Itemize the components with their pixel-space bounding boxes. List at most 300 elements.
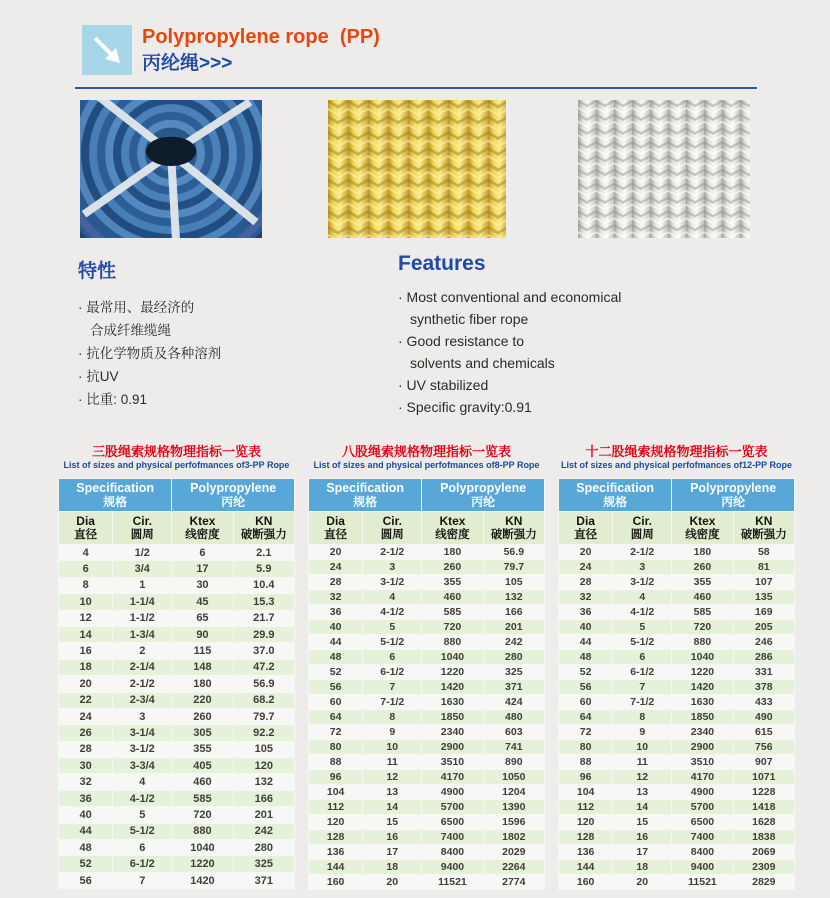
table-cell: 880 bbox=[672, 635, 733, 650]
table-cell: 7-1/2 bbox=[363, 695, 422, 710]
table-row bbox=[309, 665, 545, 680]
table-cell: 1596 bbox=[483, 815, 544, 830]
table-cell: 79.7 bbox=[233, 708, 294, 724]
table-cell: 1228 bbox=[733, 785, 794, 800]
table-cell: 460 bbox=[672, 590, 733, 605]
table-cell: 1 bbox=[113, 577, 172, 593]
column-header-cell: Ktex 线密度 bbox=[422, 512, 483, 545]
table-cell: 90 bbox=[172, 626, 233, 642]
table-cell: 5.9 bbox=[233, 561, 294, 577]
table-cell: 3 bbox=[613, 560, 672, 575]
column-header-cell: Ktex 线密度 bbox=[172, 512, 233, 545]
table-cell: 14 bbox=[613, 800, 672, 815]
table-row bbox=[309, 770, 545, 785]
table-cell: 5700 bbox=[672, 800, 733, 815]
table-cell: 1071 bbox=[733, 770, 794, 785]
table-cell: 325 bbox=[483, 665, 544, 680]
group-header-row bbox=[309, 479, 545, 512]
table-cell: 3-1/4 bbox=[113, 725, 172, 741]
table-row bbox=[59, 708, 295, 724]
table-cell: 32 bbox=[309, 590, 363, 605]
page-subtitle: 丙纶绳>>> bbox=[142, 53, 233, 74]
table-cell: 56 bbox=[559, 680, 613, 695]
table-cell: 20 bbox=[559, 545, 613, 560]
table-cell: 6500 bbox=[672, 815, 733, 830]
table-row bbox=[559, 650, 795, 665]
table-cell: 52 bbox=[59, 856, 113, 872]
table-cell: 16 bbox=[59, 643, 113, 659]
table-cell: 52 bbox=[309, 665, 363, 680]
table-cell: 2-3/4 bbox=[113, 692, 172, 708]
feature-item: · Good resistance to solvents and chemicals bbox=[398, 333, 555, 371]
group-header-cell: Specification 规格 bbox=[59, 479, 172, 512]
table-cell: 242 bbox=[233, 823, 294, 839]
feature-item: · 比重: 0.91 bbox=[78, 392, 148, 407]
table-cell: 81 bbox=[733, 560, 794, 575]
table-title-cn: 八股绳索规格物理指标一览表 bbox=[341, 444, 511, 459]
table-cell: 80 bbox=[559, 740, 613, 755]
table-row bbox=[59, 840, 295, 856]
table-cell: 2309 bbox=[733, 860, 794, 875]
table-title-en: List of sizes and physical perfofmances of3-PP Rope bbox=[63, 460, 290, 470]
table-cell: 331 bbox=[733, 665, 794, 680]
table-cell: 3510 bbox=[672, 755, 733, 770]
table-cell: 2-1/2 bbox=[113, 676, 172, 692]
table-cell: 16 bbox=[613, 830, 672, 845]
column-header-row bbox=[309, 512, 545, 545]
table-cell: 8400 bbox=[672, 845, 733, 860]
table-row bbox=[59, 856, 295, 872]
table-cell: 355 bbox=[172, 741, 233, 757]
feature-item: · 抗UV bbox=[78, 369, 119, 384]
table-cell: 65 bbox=[172, 610, 233, 626]
table-cell: 36 bbox=[59, 790, 113, 806]
table-cell: 166 bbox=[233, 790, 294, 806]
table-cell: 6-1/2 bbox=[113, 856, 172, 872]
table-cell: 246 bbox=[733, 635, 794, 650]
table-row bbox=[59, 790, 295, 806]
features-cn-heading: 特性 bbox=[78, 261, 117, 282]
table-cell: 1220 bbox=[172, 856, 233, 872]
table-cell: 2900 bbox=[672, 740, 733, 755]
table-cell: 242 bbox=[483, 635, 544, 650]
table-cell: 2-1/2 bbox=[613, 545, 672, 560]
table-cell: 1204 bbox=[483, 785, 544, 800]
table-cell: 880 bbox=[172, 823, 233, 839]
table-cell: 7400 bbox=[422, 830, 483, 845]
column-header-cell: Ktex 线密度 bbox=[672, 512, 733, 545]
table-title-en: List of sizes and physical perfofmances of8-PP Rope bbox=[313, 460, 540, 470]
table-row bbox=[309, 740, 545, 755]
table-row bbox=[59, 643, 295, 659]
table-row bbox=[559, 755, 795, 770]
table-cell: 44 bbox=[559, 635, 613, 650]
table-cell: 105 bbox=[233, 741, 294, 757]
table-row bbox=[309, 725, 545, 740]
table-cell: 2900 bbox=[422, 740, 483, 755]
table-cell: 355 bbox=[422, 575, 483, 590]
table-cell: 18 bbox=[59, 659, 113, 675]
table-row bbox=[559, 680, 795, 695]
table-cell: 28 bbox=[59, 741, 113, 757]
table-cell: 64 bbox=[309, 710, 363, 725]
table-cell: 18 bbox=[613, 860, 672, 875]
table-row bbox=[309, 860, 545, 875]
table-cell: 2 bbox=[113, 643, 172, 659]
table-cell: 32 bbox=[59, 774, 113, 790]
table-cell: 169 bbox=[733, 605, 794, 620]
table-cell: 24 bbox=[59, 708, 113, 724]
table-row bbox=[559, 575, 795, 590]
table-cell: 11 bbox=[363, 755, 422, 770]
table-cell: 8400 bbox=[422, 845, 483, 860]
table-cell: 5-1/2 bbox=[363, 635, 422, 650]
table-cell: 5 bbox=[613, 620, 672, 635]
table-cell: 12 bbox=[363, 770, 422, 785]
table-cell: 3-1/2 bbox=[613, 575, 672, 590]
table-cell: 105 bbox=[483, 575, 544, 590]
table-row bbox=[59, 659, 295, 675]
table-cell: 14 bbox=[363, 800, 422, 815]
table-cell: 88 bbox=[309, 755, 363, 770]
table-cell: 585 bbox=[172, 790, 233, 806]
table-cell: 490 bbox=[733, 710, 794, 725]
table-cell: 756 bbox=[733, 740, 794, 755]
table-cell: 201 bbox=[483, 620, 544, 635]
table-cell: 180 bbox=[672, 545, 733, 560]
table-cell: 7 bbox=[613, 680, 672, 695]
table-cell: 128 bbox=[309, 830, 363, 845]
table-cell: 9 bbox=[613, 725, 672, 740]
table-cell: 180 bbox=[172, 676, 233, 692]
table-cell: 3510 bbox=[422, 755, 483, 770]
table-cell: 9400 bbox=[672, 860, 733, 875]
table-cell: 136 bbox=[559, 845, 613, 860]
table-cell: 720 bbox=[672, 620, 733, 635]
table-cell: 60 bbox=[309, 695, 363, 710]
spec-table bbox=[58, 478, 295, 889]
table-cell: 56.9 bbox=[233, 676, 294, 692]
table-cell: 47.2 bbox=[233, 659, 294, 675]
table-cell: 6-1/2 bbox=[613, 665, 672, 680]
table-cell: 12 bbox=[613, 770, 672, 785]
spec-table-8strand bbox=[308, 443, 545, 890]
table-cell: 120 bbox=[309, 815, 363, 830]
table-cell: 56 bbox=[59, 872, 113, 888]
table-cell: 72 bbox=[559, 725, 613, 740]
table-cell: 18 bbox=[363, 860, 422, 875]
column-header-cell: Cir. 圆周 bbox=[113, 512, 172, 545]
table-row bbox=[59, 725, 295, 741]
table-cell: 13 bbox=[613, 785, 672, 800]
table-row bbox=[559, 830, 795, 845]
table-cell: 48 bbox=[559, 650, 613, 665]
table-cell: 88 bbox=[559, 755, 613, 770]
table-cell: 10.4 bbox=[233, 577, 294, 593]
table-cell: 720 bbox=[172, 807, 233, 823]
table-cell: 4 bbox=[613, 590, 672, 605]
table-cell: 3-1/2 bbox=[363, 575, 422, 590]
table-cell: 20 bbox=[363, 875, 422, 890]
spec-table-12strand bbox=[558, 443, 795, 890]
feature-item: · UV stabilized bbox=[398, 377, 489, 393]
yellow-rope-braid-photo bbox=[328, 100, 506, 238]
table-cell: 60 bbox=[559, 695, 613, 710]
table-cell: 6500 bbox=[422, 815, 483, 830]
table-cell: 36 bbox=[559, 605, 613, 620]
table-cell: 28 bbox=[559, 575, 613, 590]
table-cell: 1040 bbox=[422, 650, 483, 665]
table-cell: 603 bbox=[483, 725, 544, 740]
table-cell: 424 bbox=[483, 695, 544, 710]
table-cell: 20 bbox=[613, 875, 672, 890]
table-cell: 48 bbox=[309, 650, 363, 665]
table-cell: 741 bbox=[483, 740, 544, 755]
table-cell: 16 bbox=[363, 830, 422, 845]
table-cell: 15 bbox=[613, 815, 672, 830]
column-header-cell: KN 破断强力 bbox=[233, 512, 294, 545]
table-row bbox=[559, 875, 795, 890]
table-cell: 371 bbox=[483, 680, 544, 695]
table-row bbox=[59, 807, 295, 823]
table-cell: 286 bbox=[733, 650, 794, 665]
table-row bbox=[309, 575, 545, 590]
column-header-row bbox=[559, 512, 795, 545]
table-cell: 144 bbox=[309, 860, 363, 875]
table-cell: 7-1/2 bbox=[613, 695, 672, 710]
table-row bbox=[59, 774, 295, 790]
table-cell: 80 bbox=[309, 740, 363, 755]
header-divider bbox=[75, 87, 757, 89]
table-cell: 1-3/4 bbox=[113, 626, 172, 642]
table-cell: 96 bbox=[309, 770, 363, 785]
table-cell: 180 bbox=[422, 545, 483, 560]
feature-item: · Most conventional and economical synthetic fiber rope bbox=[398, 289, 622, 327]
table-cell: 4-1/2 bbox=[613, 605, 672, 620]
table-row bbox=[309, 785, 545, 800]
group-header-row bbox=[59, 479, 295, 512]
table-row bbox=[59, 692, 295, 708]
table-row bbox=[559, 695, 795, 710]
table-cell: 460 bbox=[172, 774, 233, 790]
table-cell: 2.1 bbox=[233, 545, 294, 561]
table-row bbox=[309, 800, 545, 815]
table-cell: 11521 bbox=[422, 875, 483, 890]
table-cell: 5-1/2 bbox=[113, 823, 172, 839]
table-cell: 15 bbox=[363, 815, 422, 830]
table-cell: 136 bbox=[309, 845, 363, 860]
table-cell: 4-1/2 bbox=[113, 790, 172, 806]
table-row bbox=[59, 545, 295, 561]
table-cell: 132 bbox=[233, 774, 294, 790]
table-cell: 6 bbox=[113, 840, 172, 856]
table-cell: 58 bbox=[733, 545, 794, 560]
white-rope-coil-photo bbox=[578, 100, 750, 238]
table-cell: 17 bbox=[613, 845, 672, 860]
table-cell: 24 bbox=[559, 560, 613, 575]
table-cell: 9 bbox=[363, 725, 422, 740]
table-cell: 24 bbox=[309, 560, 363, 575]
table-cell: 1220 bbox=[422, 665, 483, 680]
table-row bbox=[559, 785, 795, 800]
table-row bbox=[559, 725, 795, 740]
table-cell: 6 bbox=[172, 545, 233, 561]
table-cell: 1418 bbox=[733, 800, 794, 815]
table-row bbox=[559, 845, 795, 860]
table-cell: 4-1/2 bbox=[363, 605, 422, 620]
table-cell: 220 bbox=[172, 692, 233, 708]
table-row bbox=[309, 710, 545, 725]
table-row bbox=[309, 695, 545, 710]
feature-item: · Specific gravity:0.91 bbox=[398, 399, 532, 415]
table-cell: 160 bbox=[559, 875, 613, 890]
table-cell: 8 bbox=[363, 710, 422, 725]
table-cell: 14 bbox=[59, 626, 113, 642]
column-header-cell: Dia 直径 bbox=[59, 512, 113, 545]
table-cell: 4 bbox=[363, 590, 422, 605]
table-row bbox=[309, 755, 545, 770]
table-cell: 880 bbox=[422, 635, 483, 650]
table-cell: 1050 bbox=[483, 770, 544, 785]
table-cell: 1630 bbox=[422, 695, 483, 710]
page-title: Polypropylene rope (PP) bbox=[142, 26, 380, 48]
table-cell: 48 bbox=[59, 840, 113, 856]
table-cell: 3 bbox=[363, 560, 422, 575]
table-row bbox=[309, 830, 545, 845]
table-cell: 260 bbox=[422, 560, 483, 575]
table-cell: 1420 bbox=[172, 872, 233, 888]
table-cell: 280 bbox=[233, 840, 294, 856]
table-row bbox=[59, 872, 295, 888]
table-cell: 37.0 bbox=[233, 643, 294, 659]
table-cell: 4170 bbox=[422, 770, 483, 785]
table-cell: 28 bbox=[309, 575, 363, 590]
table-cell: 1390 bbox=[483, 800, 544, 815]
table-cell: 10 bbox=[363, 740, 422, 755]
table-cell: 144 bbox=[559, 860, 613, 875]
table-cell: 6 bbox=[59, 561, 113, 577]
group-header-cell: Specification 规格 bbox=[309, 479, 422, 512]
spec-table bbox=[558, 478, 795, 890]
table-cell: 10 bbox=[613, 740, 672, 755]
table-cell: 1420 bbox=[672, 680, 733, 695]
table-cell: 1220 bbox=[672, 665, 733, 680]
table-cell: 6 bbox=[613, 650, 672, 665]
group-header-row bbox=[559, 479, 795, 512]
table-cell: 56.9 bbox=[483, 545, 544, 560]
table-cell: 45 bbox=[172, 594, 233, 610]
blue-rope-coil-photo bbox=[80, 100, 262, 238]
table-cell: 115 bbox=[172, 643, 233, 659]
column-header-cell: KN 破断强力 bbox=[483, 512, 544, 545]
table-cell: 5-1/2 bbox=[613, 635, 672, 650]
table-cell: 433 bbox=[733, 695, 794, 710]
table-cell: 92.2 bbox=[233, 725, 294, 741]
table-cell: 15.3 bbox=[233, 594, 294, 610]
table-cell: 8 bbox=[613, 710, 672, 725]
table-cell: 96 bbox=[559, 770, 613, 785]
table-cell: 7 bbox=[113, 872, 172, 888]
table-cell: 120 bbox=[233, 758, 294, 774]
table-cell: 1420 bbox=[422, 680, 483, 695]
table-cell: 13 bbox=[363, 785, 422, 800]
table-cell: 21.7 bbox=[233, 610, 294, 626]
table-cell: 44 bbox=[59, 823, 113, 839]
table-cell: 405 bbox=[172, 758, 233, 774]
table-row bbox=[59, 561, 295, 577]
table-row bbox=[559, 545, 795, 560]
table-row bbox=[559, 800, 795, 815]
features-en-heading: Features bbox=[398, 252, 486, 275]
table-cell: 1-1/4 bbox=[113, 594, 172, 610]
table-cell: 1850 bbox=[672, 710, 733, 725]
table-cell: 1630 bbox=[672, 695, 733, 710]
table-row bbox=[309, 875, 545, 890]
table-cell: 40 bbox=[559, 620, 613, 635]
table-cell: 1/2 bbox=[113, 545, 172, 561]
group-header-cell: Polypropylene 丙纶 bbox=[672, 479, 795, 512]
column-header-cell: Dia 直径 bbox=[309, 512, 363, 545]
table-row bbox=[59, 758, 295, 774]
table-cell: 2340 bbox=[672, 725, 733, 740]
table-cell: 56 bbox=[309, 680, 363, 695]
table-cell: 2069 bbox=[733, 845, 794, 860]
table-cell: 355 bbox=[672, 575, 733, 590]
table-cell: 1802 bbox=[483, 830, 544, 845]
table-cell: 132 bbox=[483, 590, 544, 605]
table-cell: 615 bbox=[733, 725, 794, 740]
table-cell: 44 bbox=[309, 635, 363, 650]
table-cell: 480 bbox=[483, 710, 544, 725]
table-row bbox=[309, 590, 545, 605]
table-cell: 2829 bbox=[733, 875, 794, 890]
table-cell: 4170 bbox=[672, 770, 733, 785]
spec-table bbox=[308, 478, 545, 890]
table-row bbox=[59, 741, 295, 757]
table-cell: 5 bbox=[113, 807, 172, 823]
table-cell: 36 bbox=[309, 605, 363, 620]
table-cell: 2774 bbox=[483, 875, 544, 890]
column-header-cell: Dia 直径 bbox=[559, 512, 613, 545]
table-row bbox=[309, 650, 545, 665]
table-cell: 104 bbox=[559, 785, 613, 800]
feature-item: · 抗化学物质及各种溶剂 bbox=[78, 346, 222, 361]
table-cell: 205 bbox=[733, 620, 794, 635]
features-cn-section bbox=[78, 256, 383, 411]
table-cell: 72 bbox=[309, 725, 363, 740]
table-cell: 305 bbox=[172, 725, 233, 741]
column-header-cell: Cir. 圆周 bbox=[363, 512, 422, 545]
table-cell: 104 bbox=[309, 785, 363, 800]
table-row bbox=[559, 560, 795, 575]
table-title-cn: 三股绳索规格物理指标一览表 bbox=[91, 444, 261, 459]
table-cell: 1850 bbox=[422, 710, 483, 725]
table-cell: 112 bbox=[309, 800, 363, 815]
features-en-list bbox=[398, 286, 728, 418]
table-cell: 10 bbox=[59, 594, 113, 610]
group-header-cell: Polypropylene 丙纶 bbox=[172, 479, 295, 512]
table-row bbox=[309, 560, 545, 575]
table-cell: 378 bbox=[733, 680, 794, 695]
table-cell: 4 bbox=[59, 545, 113, 561]
table-row bbox=[559, 740, 795, 755]
table-cell: 890 bbox=[483, 755, 544, 770]
table-row bbox=[309, 545, 545, 560]
table-cell: 12 bbox=[59, 610, 113, 626]
table-cell: 260 bbox=[172, 708, 233, 724]
table-row bbox=[59, 577, 295, 593]
table-row bbox=[59, 610, 295, 626]
